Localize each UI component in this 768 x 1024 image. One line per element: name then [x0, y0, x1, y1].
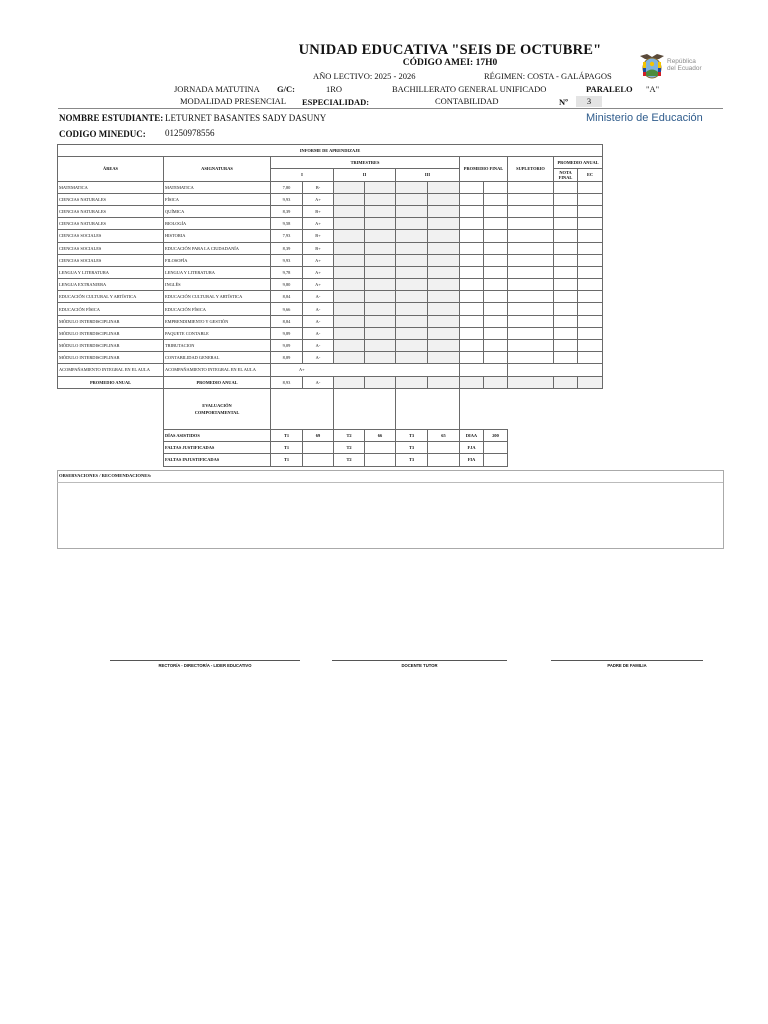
signature-line-padre — [551, 660, 703, 661]
signature-label-rector: RECTOR/A - DIRECTOR/A - LIDER EDUCATIVO — [158, 663, 252, 668]
especialidad-value: CONTABILIDAD — [435, 96, 499, 106]
header-rule — [58, 108, 723, 109]
student-code-label: CODIGO MINEDUC: — [59, 129, 146, 139]
ecuador-coat-of-arms-logo — [637, 50, 667, 82]
grade-cualitativa: B+ — [303, 230, 334, 242]
grade-nota: 7,93 — [271, 230, 303, 242]
dia-label: DIAA — [460, 430, 484, 442]
col-supletorio: SUPLETORIO — [508, 157, 554, 181]
student-name-value: LETURNET BASANTES SADY DASUNY — [165, 113, 327, 123]
dias-t2: 66 — [365, 430, 396, 442]
grade-row — [58, 181, 603, 193]
promedio-cual: A- — [303, 376, 334, 388]
grade-nota: 9,89 — [271, 327, 303, 339]
grade-area: CIENCIAS SOCIALES — [58, 230, 164, 242]
promedio-asignatura: PROMEDIO ANUAL — [164, 376, 271, 388]
grade-asignatura: CONTABILIDAD GENERAL — [164, 352, 271, 364]
grade-cualitativa: A+ — [303, 279, 334, 291]
grade-area: CIENCIAS SOCIALES — [58, 254, 164, 266]
paralelo-value: "A" — [646, 84, 660, 94]
promedio-anual-row — [58, 376, 603, 388]
paralelo-label: PARALELO — [586, 84, 633, 94]
grade-nota: 8,39 — [271, 242, 303, 254]
grade-row — [58, 242, 603, 254]
col-promedio-anual: PROMEDIO ANUAL — [554, 157, 603, 169]
grade-area: LENGUA EXTRANJERA — [58, 279, 164, 291]
grade-nota: 9,93 — [271, 193, 303, 205]
grade-row — [58, 315, 603, 327]
numero-value: 3 — [576, 96, 602, 107]
grade-row — [58, 193, 603, 205]
grade-cualitativa: A+ — [303, 218, 334, 230]
dias-t1: 69 — [303, 430, 334, 442]
grade-nota: 8,89 — [271, 352, 303, 364]
grade-asignatura: QUÍMICA — [164, 205, 271, 217]
grade-nota: 8,84 — [271, 291, 303, 303]
grade-cualitativa: A+ — [303, 193, 334, 205]
signature-label-docente: DOCENTE TUTOR — [401, 663, 438, 668]
numero-label: Nº — [559, 97, 568, 107]
grade-area: MATEMATICA — [58, 181, 164, 193]
grade-asignatura: TRIBUTACION — [164, 340, 271, 352]
grade-row — [58, 230, 603, 242]
especialidad-label: ESPECIALIDAD: — [302, 97, 370, 107]
grade-area: CIENCIAS NATURALES — [58, 193, 164, 205]
grade-row — [58, 352, 603, 364]
grade-area: CIENCIAS NATURALES — [58, 218, 164, 230]
grade-area: MÓDULO INTERDISCIPLINAR — [58, 340, 164, 352]
grade-row — [58, 266, 603, 278]
col-promedio-final: PROMEDIO FINAL — [460, 157, 508, 181]
grade-asignatura: EDUCACIÓN PARA LA CIUDADANÍA — [164, 242, 271, 254]
col-areas: ÁREAS — [58, 157, 164, 181]
grade-nota: 9,09 — [271, 340, 303, 352]
grade-nota: 9,66 — [271, 303, 303, 315]
col-asignaturas: ASIGNATURAS — [164, 157, 271, 181]
grade-cualitativa: A- — [303, 291, 334, 303]
grade-cualitativa: B+ — [303, 205, 334, 217]
attendance-table: EVALUACIÓN COMPORTAMENTAL DÍAS ASISTIDOS T1 69 T2 66 T3 65 DIAA 200 FALTAS JUSTIFICADAS T1 T2 T3 FJA FALTAS INJUSTIFICADAS T1 T2 T3 FIA — [163, 388, 508, 467]
grade-nota: 8,84 — [271, 315, 303, 327]
trim-ii: II — [334, 169, 396, 181]
promedio-area: PROMEDIO ANUAL — [58, 376, 164, 388]
faltas-injustificadas-label: FALTAS INJUSTIFICADAS — [164, 454, 271, 466]
grade-asignatura: EDUCACIÓN CULTURAL Y ARTÍSTICA — [164, 291, 271, 303]
grade-area: MÓDULO INTERDISCIPLINAR — [58, 352, 164, 364]
grade-row — [58, 340, 603, 352]
acomp-value: A+ — [271, 364, 460, 376]
fia-label: FIA — [460, 454, 484, 466]
program: BACHILLERATO GENERAL UNIFICADO — [392, 84, 547, 94]
grade-area: CIENCIAS NATURALES — [58, 205, 164, 217]
grade-nota: 9,80 — [271, 279, 303, 291]
col-ec: EC — [578, 169, 603, 181]
faltas-justificadas-label: FALTAS JUSTIFICADAS — [164, 442, 271, 454]
observaciones-label: OBSERVACIONES / RECOMENDACIONES: — [59, 473, 152, 478]
eval-comportamental-label: EVALUACIÓN COMPORTAMENTAL — [164, 389, 271, 430]
student-name-label: NOMBRE ESTUDIANTE: — [59, 113, 164, 123]
acomp-asignatura: ACOMPAÑAMIENTO INTEGRAL EN EL AULA — [164, 364, 271, 376]
grade-cualitativa: A- — [303, 303, 334, 315]
republica-label: República del Ecuador — [667, 58, 702, 72]
signature-line-rector — [110, 660, 300, 661]
amei-code: CÓDIGO AMEI: 17H0 — [402, 58, 498, 68]
signature-line-docente — [332, 660, 507, 661]
grade-row — [58, 218, 603, 230]
grade-area: CIENCIAS SOCIALES — [58, 242, 164, 254]
gc-value: 1RO — [326, 84, 343, 94]
grade-asignatura: BIOLOGÍA — [164, 218, 271, 230]
grade-asignatura: PAQUETE CONTABLE — [164, 327, 271, 339]
grade-row — [58, 205, 603, 217]
grade-area: LENGUA Y LITERATURA — [58, 266, 164, 278]
grade-asignatura: HISTORIA — [164, 230, 271, 242]
grade-asignatura: FÍSICA — [164, 193, 271, 205]
grade-nota: 7,80 — [271, 181, 303, 193]
grade-nota: 8,39 — [271, 205, 303, 217]
grade-area: EDUCACIÓN FÍSICA — [58, 303, 164, 315]
grade-asignatura: INGLÉS — [164, 279, 271, 291]
regimen: RÉGIMEN: COSTA - GALÁPAGOS — [484, 71, 612, 81]
acompanamiento-row — [58, 364, 603, 376]
trim-iii: III — [396, 169, 460, 181]
student-code-value: 01250978556 — [165, 128, 215, 138]
gc-label: G/C: — [277, 84, 295, 94]
school-name: UNIDAD EDUCATIVA "SEIS DE OCTUBRE" — [298, 42, 602, 58]
grade-cualitativa: A- — [303, 352, 334, 364]
grade-asignatura: EMPRENDIMIENTO Y GESTIÓN — [164, 315, 271, 327]
grade-nota: 9,58 — [271, 218, 303, 230]
grade-row — [58, 279, 603, 291]
col-nota-final: NOTA FINAL — [554, 169, 578, 181]
fja-label: FJA — [460, 442, 484, 454]
col-trimestres: TRIMESTRES — [271, 157, 460, 169]
trim-i: I — [271, 169, 334, 181]
grade-cualitativa: B- — [303, 181, 334, 193]
grade-area: EDUCACIÓN CULTURAL Y ARTÍSTICA — [58, 291, 164, 303]
dias-t3: 65 — [428, 430, 460, 442]
school-year: AÑO LECTIVO: 2025 - 2026 — [313, 71, 416, 81]
grade-cualitativa: A- — [303, 340, 334, 352]
grade-nota: 9,93 — [271, 254, 303, 266]
grade-row — [58, 254, 603, 266]
grade-asignatura: LENGUA Y LITERATURA — [164, 266, 271, 278]
grade-row — [58, 303, 603, 315]
grade-asignatura: EDUCACIÓN FÍSICA — [164, 303, 271, 315]
grade-row — [58, 291, 603, 303]
grade-nota: 9,78 — [271, 266, 303, 278]
grade-area: MÓDULO INTERDISCIPLINAR — [58, 315, 164, 327]
grade-cualitativa: A- — [303, 315, 334, 327]
modalidad: MODALIDAD PRESENCIAL — [180, 96, 287, 106]
report-title: INFORME DE APRENDIZAJE — [58, 145, 603, 157]
grade-cualitativa: A+ — [303, 254, 334, 266]
dias-asistidos-label: DÍAS ASISTIDOS — [164, 430, 271, 442]
grade-asignatura: FILOSOFÍA — [164, 254, 271, 266]
grades-table — [57, 144, 603, 389]
grade-area: MÓDULO INTERDISCIPLINAR — [58, 327, 164, 339]
grade-row — [58, 327, 603, 339]
signature-label-padre: PADRE DE FAMILIA — [607, 663, 647, 668]
acomp-area: ACOMPAÑAMIENTO INTEGRAL EN EL AULA — [58, 364, 164, 376]
ministerio-label: Ministerio de Educación — [586, 112, 703, 124]
grade-asignatura: MATEMATICA — [164, 181, 271, 193]
jornada: JORNADA MATUTINA — [174, 84, 260, 94]
grade-cualitativa: A+ — [303, 266, 334, 278]
dia-value: 200 — [484, 430, 508, 442]
promedio-nota: 8,93 — [271, 376, 303, 388]
grade-cualitativa: B+ — [303, 242, 334, 254]
grade-cualitativa: A- — [303, 327, 334, 339]
